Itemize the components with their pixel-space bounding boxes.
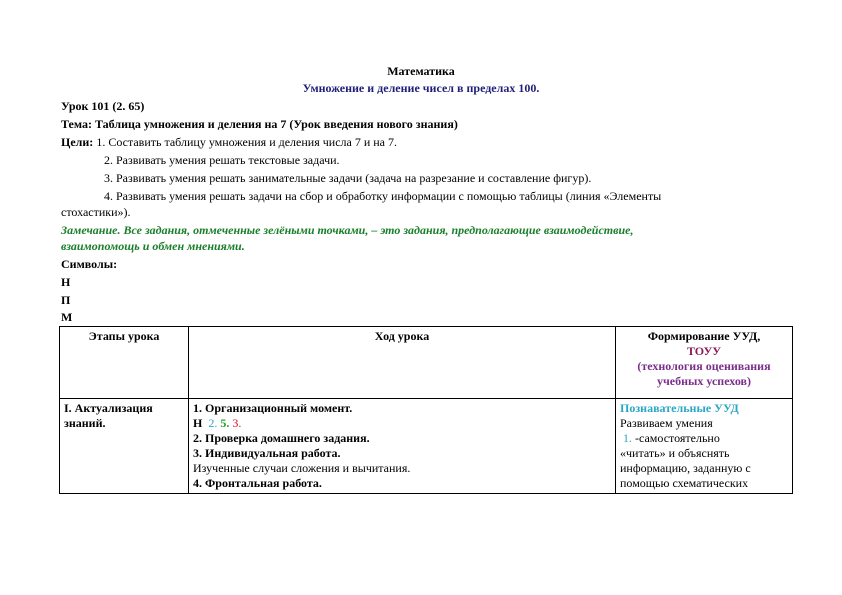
topic-label: Тема: (61, 117, 92, 131)
table-row (60, 399, 793, 494)
header-stages: Этапы урока (60, 327, 189, 399)
symbols-label: Символы: (61, 257, 118, 271)
course-item-1: 1. Организационный момент. (193, 401, 353, 415)
n-label: Н (193, 416, 203, 430)
topic-line (61, 116, 458, 132)
n-num-1: 2. (208, 416, 218, 430)
course-item-3: 3. Индивидуальная работа. (193, 446, 341, 460)
uud-cell (616, 399, 793, 494)
lesson-number: Урок 101 (2. 65) (61, 99, 145, 113)
uud-line-5: помощью схематических (620, 476, 749, 490)
header-tech-line1: (технология оценивания (637, 359, 771, 373)
stage-cell (60, 399, 189, 494)
stage-line-1: I. Актуализация (64, 401, 153, 415)
uud-line-4: информацию, заданную с (620, 461, 751, 475)
header-uud (616, 327, 793, 399)
symbol-m: М (61, 310, 73, 324)
symbol-p: П (61, 293, 71, 307)
goal-item-4: 4. Развивать умения решать задачи на сбор и обработку информации с помощью таблицы (линия «Элементы (104, 189, 662, 203)
lesson-title: Умножение и деление чисел в пределах 100. (302, 81, 540, 95)
course-cell (189, 399, 616, 494)
uud-title: Познавательные УУД (620, 401, 739, 415)
uud-line-1: Развиваем умения (620, 416, 713, 430)
goal-item-1: 1. Составить таблицу умножения и деления числа 7 и на 7. (96, 135, 397, 149)
n-num-3: 3. (232, 416, 242, 430)
note-line-2: взаимопомощь и обмен мнениями. (61, 239, 245, 253)
course-item-3-desc: Изученные случаи сложения и вычитания. (193, 461, 411, 475)
goals-label: Цели: (61, 135, 94, 149)
uud-num: 1. (623, 431, 632, 445)
uud-line-3: «читать» и объяснять (620, 446, 730, 460)
goal-item-2: 2. Развивать умения решать текстовые задачи. (104, 153, 340, 167)
lesson-table (59, 326, 793, 494)
n-symbol-line (193, 416, 611, 431)
subject-title: Математика (387, 64, 455, 78)
goal-item-3: 3. Развивать умения решать занимательные задачи (задача на разрезание и составление фигур). (104, 171, 592, 185)
header-course: Ход урока (189, 327, 616, 399)
goals-line (61, 134, 397, 150)
header-tech-line2: учебных успехов) (656, 374, 752, 388)
table-header-row (60, 327, 793, 399)
symbol-n: Н (61, 275, 71, 289)
course-item-4: 4. Фронтальная работа. (193, 476, 322, 490)
uud-line-2: 1. -самостоятельно (623, 431, 720, 445)
stage-line-2: знаний. (64, 416, 106, 430)
note-line-1: Замечание. Все задания, отмеченные зелёными точками, – это задания, предполагающие взаимодействие, (61, 223, 634, 237)
n-num-2: 5. (220, 416, 230, 430)
topic-text: Таблица умножения и деления на 7 (Урок введения нового знания) (94, 117, 458, 131)
header-toou: ТОУУ (686, 344, 722, 358)
course-item-2: 2. Проверка домашнего задания. (193, 431, 370, 445)
header-uud-title: Формирование УУД, (647, 329, 761, 343)
goal-item-4-cont: стохастики»). (61, 205, 131, 219)
